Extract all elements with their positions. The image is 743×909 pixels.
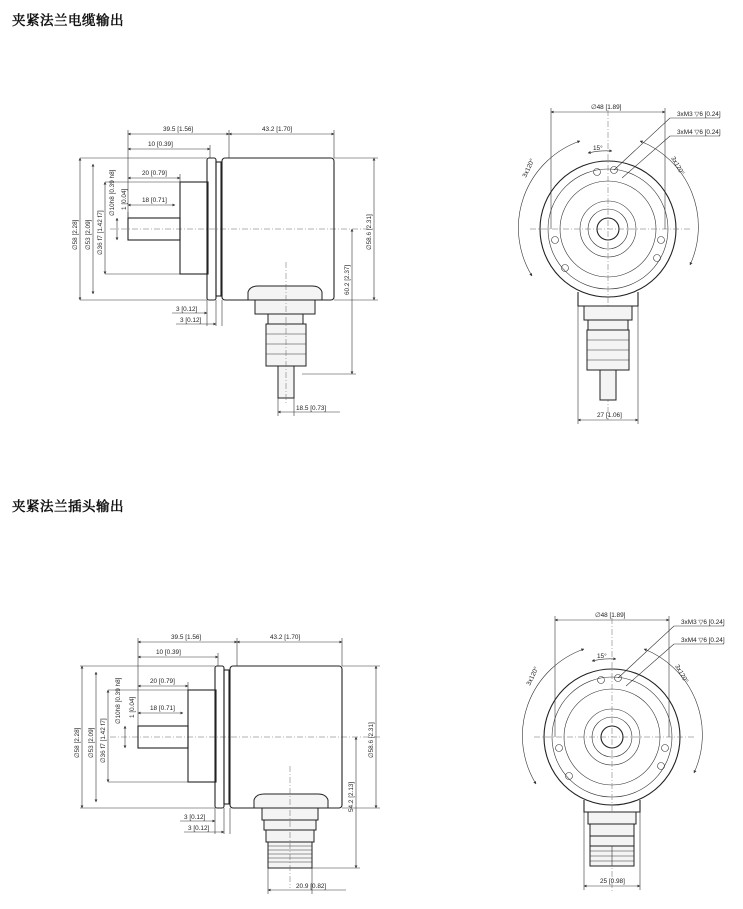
dim2-dia-36: ∅36 f7 [1.42 f7] [100, 718, 107, 763]
section-title-connector: 夹紧法兰插头输出 [12, 499, 124, 515]
dim-39-5: 39.5 [1.56] [163, 126, 194, 133]
dim2-18: 18 [0.71] [150, 705, 175, 712]
dim-18-5: 18.5 [0.73] [296, 405, 327, 412]
dim2-20: 20 [0.79] [150, 678, 175, 685]
front2-dim-15deg: 15° [597, 653, 607, 660]
dim2-3-a: 3 [0.12] [184, 814, 206, 821]
front-dim-120-right: 3x120° [669, 155, 686, 177]
front-dim-27: 27 [1.06] [597, 412, 622, 419]
dim-dia-58-6: ∅58.6 [2.31] [366, 214, 373, 250]
front2-dim-120-right: 3x120° [673, 663, 690, 685]
dim2-43-2: 43.2 [1.70] [270, 634, 301, 641]
side-view-connector [80, 638, 380, 894]
dim-dia-10: ∅10h8 [0.39 h8] [109, 169, 116, 216]
dim2-39-5: 39.5 [1.56] [171, 634, 202, 641]
section-title-cable: 夹紧法兰电缆输出 [12, 13, 124, 29]
front2-dim-m4: 3xM4 ▽6 [0.24] [681, 637, 725, 644]
front-dim-m4: 3xM4 ▽6 [0.24] [677, 129, 721, 136]
dim2-dia-58: ∅58 [2.28] [74, 727, 81, 758]
front-view-connector [522, 616, 724, 892]
dim2-dia-10: ∅10h8 [0.39 h8] [115, 677, 122, 724]
dim-10: 10 [0.39] [148, 141, 173, 148]
dim-60-2: 60.2 [2.37] [344, 264, 351, 295]
dim-3-b: 3 [0.12] [180, 317, 202, 324]
front2-dim-120-left: 3x120° [525, 665, 541, 687]
front-view-cable [518, 108, 720, 424]
front-dim-15deg: 15° [593, 145, 603, 152]
dim2-dia-58-6: ∅58.6 [2.31] [368, 722, 375, 758]
dim2-54-2: 54.2 [2.13] [348, 781, 355, 812]
front2-dim-dia-48: ∅48 [1.89] [595, 612, 626, 619]
dim-1: 1 [0.04] [121, 188, 128, 210]
dim-3-a: 3 [0.12] [176, 306, 198, 313]
dim-43-2: 43.2 [1.70] [262, 126, 293, 133]
dim-dia-58: ∅58 [2.28] [72, 219, 79, 250]
front-dim-dia-48: ∅48 [1.89] [591, 104, 622, 111]
dim2-dia-53: ∅53 [2.09] [88, 727, 95, 758]
front2-dim-25: 25 [0.98] [600, 878, 625, 885]
front-dim-m3: 3xM3 ▽6 [0.24] [677, 111, 721, 118]
dim2-3-b: 3 [0.12] [188, 825, 210, 832]
side-view-cable [80, 130, 378, 416]
dim2-20-9: 20.9 [0.82] [296, 883, 327, 890]
dim2-10: 10 [0.39] [156, 649, 181, 656]
dim-dia-53: ∅53 [2.09] [85, 219, 92, 250]
dim-20: 20 [0.79] [142, 170, 167, 177]
front-dim-120-left: 3x120° [521, 157, 537, 179]
dim2-1: 1 [0.04] [129, 696, 136, 718]
dim-18: 18 [0.71] [142, 197, 167, 204]
dim-dia-36: ∅36 f7 [1.42 f7] [97, 210, 104, 255]
front2-dim-m3: 3xM3 ▽6 [0.24] [681, 619, 725, 626]
